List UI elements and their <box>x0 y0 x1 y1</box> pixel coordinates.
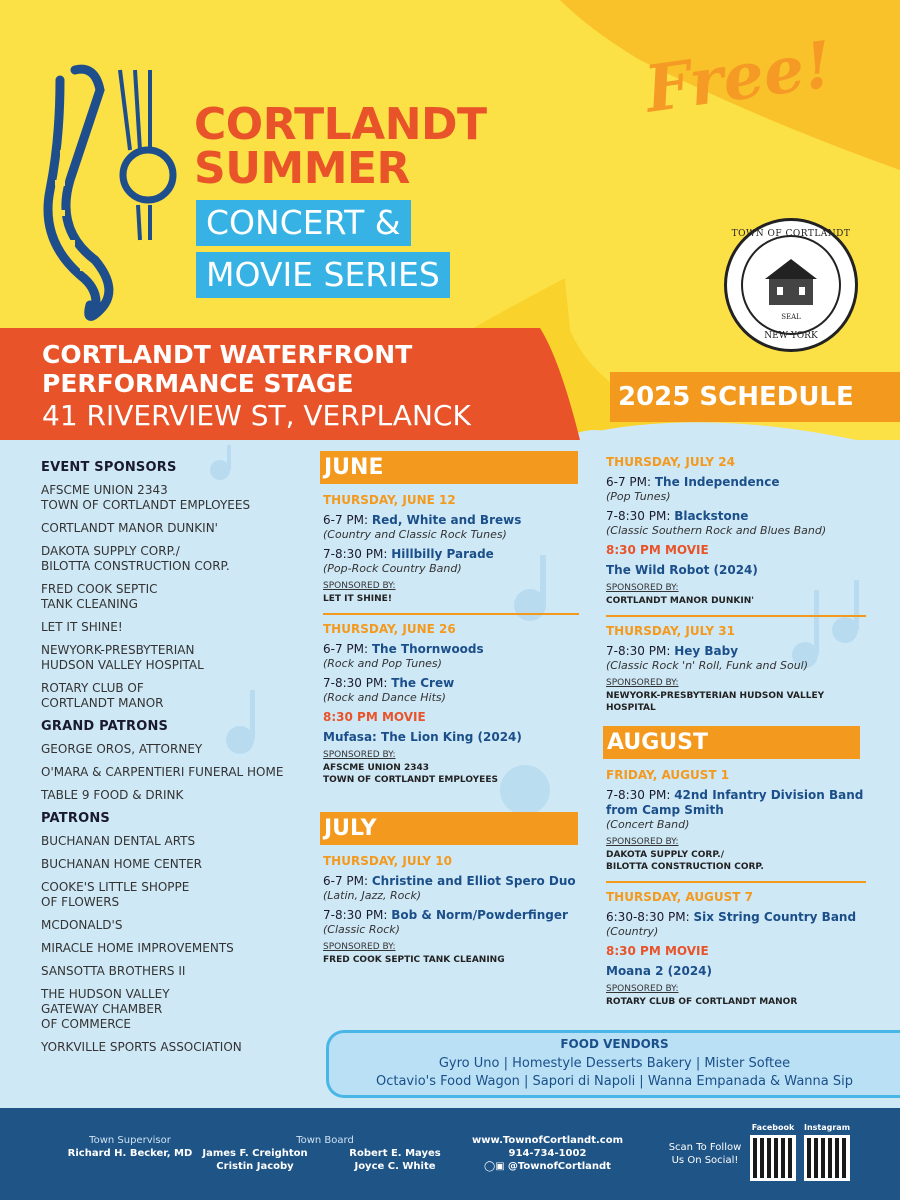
town-board <box>200 1134 450 1147</box>
event-desc: (Pop-Rock Country Band) <box>323 562 462 575</box>
seal-bottom-text: NEW YORK <box>764 331 818 341</box>
patron-item: SANSOTTA BROTHERS II <box>41 964 186 978</box>
sponsor-name: LET IT SHINE! <box>323 594 392 604</box>
event-line: 6:30-8:30 PM: Six String Country Band <box>606 910 857 924</box>
seal-mid-text: SEAL <box>781 313 801 321</box>
patron-item: BUCHANAN HOME CENTER <box>41 857 203 871</box>
movie-label: 8:30 PM MOVIE <box>606 543 709 557</box>
movie-title: Moana 2 (2024) <box>606 964 712 978</box>
divider <box>606 881 866 883</box>
june-events <box>323 493 579 786</box>
event-desc: (Latin, Jazz, Rock) <box>323 889 422 902</box>
venue-line-1: CORTLANDT WATERFRONT <box>42 340 413 369</box>
schedule-label: 2025 SCHEDULE <box>610 372 900 422</box>
town-seal <box>724 218 858 352</box>
sponsor-item: ROTARY CLUB OF CORTLANDT MANOR <box>41 681 164 710</box>
sponsor-name: FRED COOK SEPTIC TANK CLEANING <box>323 955 505 965</box>
event-date: THURSDAY, JUNE 12 <box>323 493 456 507</box>
july-events-a <box>323 854 579 966</box>
event-date: FRIDAY, AUGUST 1 <box>606 768 730 782</box>
event-desc: (Rock and Dance Hits) <box>323 691 446 704</box>
sponsored-by-label: SPONSORED BY: <box>606 984 679 994</box>
sponsor-item: LET IT SHINE! <box>41 620 123 634</box>
divider <box>323 613 579 615</box>
event-line: 6-7 PM: The Thornwoods <box>323 642 484 656</box>
july-events-b <box>606 455 866 714</box>
event-desc: (Classic Southern Rock and Blues Band) <box>606 524 827 537</box>
food-vendors-line-1: Gyro Uno | Homestyle Desserts Bakery | Mister Softee <box>438 1056 791 1071</box>
event-line: 6-7 PM: The Independence <box>606 475 780 489</box>
event-date: THURSDAY, JULY 24 <box>606 455 735 469</box>
sponsor-item: AFSCME UNION 2343 TOWN OF CORTLANDT EMPLOYEES <box>41 483 251 512</box>
event-desc: (Classic Rock) <box>323 923 400 936</box>
patron-item: MIRACLE HOME IMPROVEMENTS <box>41 941 234 955</box>
hero-title <box>194 99 487 194</box>
facebook-qr-code[interactable] <box>750 1135 796 1181</box>
venue-address: 41 RIVERVIEW ST, VERPLANCK <box>42 399 471 432</box>
seal-top-text: TOWN OF CORTLANDT <box>731 229 851 239</box>
grand-patrons-heading: GRAND PATRONS <box>41 719 169 734</box>
patron-item: BUCHANAN DENTAL ARTS <box>41 834 196 848</box>
sponsored-by-label: SPONSORED BY: <box>323 750 396 760</box>
facebook-icon: ▣ <box>495 1161 505 1172</box>
movie-title: Mufasa: The Lion King (2024) <box>323 730 522 744</box>
sponsor-item: FRED COOK SEPTIC TANK CLEANING <box>41 582 158 611</box>
month-july: JULY <box>320 812 578 845</box>
website-link[interactable]: www.TownofCortlandt.com <box>472 1135 623 1146</box>
contact-info <box>470 1134 625 1173</box>
title-movie-series: MOVIE SERIES <box>196 252 450 298</box>
patron-item: MCDONALD'S <box>41 918 123 932</box>
patron-item: YORKVILLE SPORTS ASSOCIATION <box>41 1040 242 1054</box>
food-vendors-box <box>326 1030 900 1098</box>
event-line: 7-8:30 PM: Blackstone <box>606 509 749 523</box>
patron-item: O'MARA & CARPENTIERI FUNERAL HOME <box>41 765 284 779</box>
board-col-1 <box>200 1147 310 1173</box>
instagram-qr-code[interactable] <box>804 1135 850 1181</box>
free-label: Free! <box>640 27 837 128</box>
facebook-label: Facebook <box>751 1123 795 1132</box>
phone-number: 914-734-1002 <box>508 1148 587 1159</box>
board-label: Town Board <box>296 1135 354 1146</box>
event-desc: (Classic Rock 'n' Roll, Funk and Soul) <box>606 659 809 672</box>
supervisor-name: Richard H. Becker, MD <box>67 1148 193 1159</box>
event-date: THURSDAY, AUGUST 7 <box>606 890 754 904</box>
event-sponsors-heading: EVENT SPONSORS <box>41 460 177 475</box>
board-member: Robert E. Mayes <box>349 1148 441 1159</box>
food-vendors-line-2: Octavio's Food Wagon | Sapori di Napoli | Wanna Empanada & Wanna Sip <box>375 1074 853 1089</box>
patron-item: TABLE 9 FOOD & DRINK <box>41 788 184 802</box>
event-date: THURSDAY, JUNE 26 <box>323 622 456 636</box>
town-supervisor <box>60 1134 200 1160</box>
event-line: 7-8:30 PM: Bob & Norm/Powderfinger <box>323 908 568 922</box>
supervisor-label: Town Supervisor <box>89 1135 171 1146</box>
sponsored-by-label: SPONSORED BY: <box>606 678 679 688</box>
title-concert: CONCERT & <box>196 200 411 246</box>
sponsor-item: DAKOTA SUPPLY CORP./ BILOTTA CONSTRUCTION CORP. <box>41 544 230 573</box>
event-desc: (Pop Tunes) <box>606 490 671 503</box>
patron-item: GEORGE OROS, ATTORNEY <box>41 742 203 756</box>
sponsored-by-label: SPONSORED BY: <box>606 837 679 847</box>
patron-item: COOKE'S LITTLE SHOPPE OF FLOWERS <box>41 880 190 909</box>
sponsored-by-label: SPONSORED BY: <box>323 581 396 591</box>
divider <box>606 615 866 617</box>
movie-label: 8:30 PM MOVIE <box>323 710 426 724</box>
sponsor-name: CORTLANDT MANOR DUNKIN' <box>606 596 754 606</box>
social-handle[interactable]: @TownofCortlandt <box>507 1161 611 1172</box>
sponsors-column <box>41 460 311 1063</box>
month-august: AUGUST <box>603 726 860 759</box>
sponsored-by-label: SPONSORED BY: <box>606 583 679 593</box>
event-line: 7-8:30 PM: 42nd Infantry Division Band from Camp Smith <box>606 788 864 817</box>
title-line-2: SUMMER <box>194 143 410 194</box>
sponsor-name: DAKOTA SUPPLY CORP./ BILOTTA CONSTRUCTION CORP. <box>606 850 764 872</box>
august-events <box>606 768 866 1008</box>
sponsor-item: CORTLANDT MANOR DUNKIN' <box>41 521 218 535</box>
sponsor-name: ROTARY CLUB OF CORTLANDT MANOR <box>606 997 798 1007</box>
scan-text: Scan To Follow Us On Social! <box>668 1142 742 1166</box>
sponsored-by-label: SPONSORED BY: <box>323 942 396 952</box>
patron-item: THE HUDSON VALLEY GATEWAY CHAMBER OF COMMERCE <box>41 987 170 1031</box>
board-col-2 <box>340 1147 450 1173</box>
event-desc: (Concert Band) <box>606 818 690 831</box>
event-date: THURSDAY, JULY 31 <box>606 624 735 638</box>
sponsor-item: NEWYORK-PRESBYTERIAN HUDSON VALLEY HOSPITAL <box>41 643 204 672</box>
movie-title: The Wild Robot (2024) <box>606 563 758 577</box>
event-line: 7-8:30 PM: Hey Baby <box>606 644 739 658</box>
board-member: James F. Creighton <box>202 1148 308 1159</box>
event-desc: (Rock and Pop Tunes) <box>323 657 442 670</box>
board-member: Joyce C. White <box>354 1161 436 1172</box>
event-desc: (Country) <box>606 925 659 938</box>
title-line-1: CORTLANDT <box>194 99 487 150</box>
event-line: 6-7 PM: Christine and Elliot Spero Duo <box>323 874 576 888</box>
board-member: Cristin Jacoby <box>216 1161 294 1172</box>
movie-label: 8:30 PM MOVIE <box>606 944 709 958</box>
event-desc: (Country and Classic Rock Tunes) <box>323 528 507 541</box>
instagram-icon: ◯ <box>484 1161 496 1172</box>
event-line: 7-8:30 PM: Hillbilly Parade <box>323 547 494 561</box>
month-june: JUNE <box>320 451 578 484</box>
sponsor-name: AFSCME UNION 2343 TOWN OF CORTLANDT EMPLOYEES <box>323 763 498 785</box>
patrons-heading: PATRONS <box>41 811 110 826</box>
event-line: 6-7 PM: Red, White and Brews <box>323 513 522 527</box>
footer <box>0 1108 900 1200</box>
instagram-label: Instagram <box>803 1123 851 1132</box>
event-line: 7-8:30 PM: The Crew <box>323 676 455 690</box>
food-vendors-heading: FOOD VENDORS <box>560 1037 669 1051</box>
event-date: THURSDAY, JULY 10 <box>323 854 452 868</box>
sponsor-name: NEWYORK-PRESBYTERIAN HUDSON VALLEY HOSPITAL <box>606 691 825 713</box>
venue-line-2: PERFORMANCE STAGE <box>42 369 354 398</box>
